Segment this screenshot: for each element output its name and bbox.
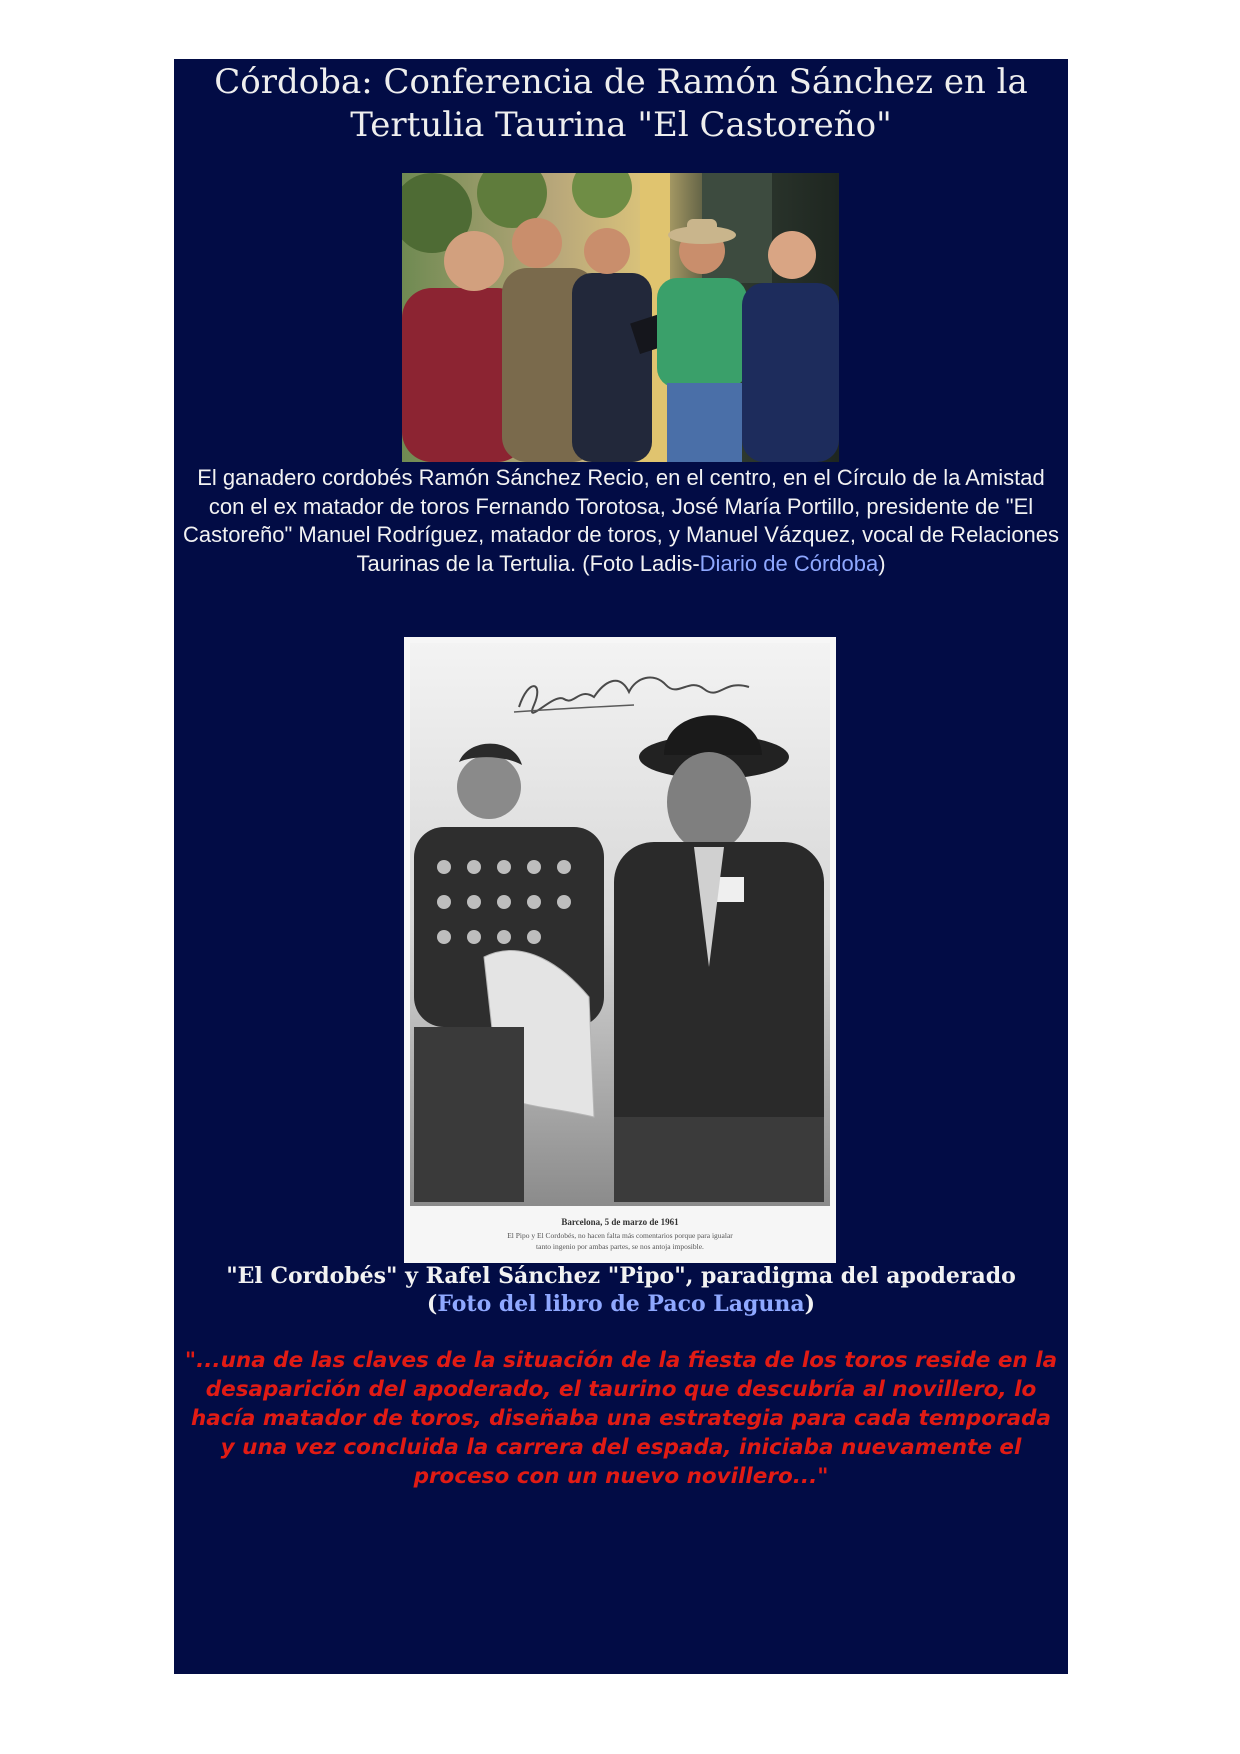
group-photo-image <box>402 173 839 462</box>
caption2-close: ) <box>804 1291 816 1317</box>
article-panel <box>174 59 1068 1674</box>
historic-photo <box>404 637 836 1263</box>
group-photo-caption <box>182 464 1060 578</box>
historic-photo-caption <box>182 1262 1060 1318</box>
diario-de-cordoba-link[interactable]: Diario de Córdoba <box>699 550 879 576</box>
caption2-title: "El Cordobés" y Rafel Sánchez "Pipo", paradigma del apoderado <box>226 1263 1016 1289</box>
caption2-open: ( <box>426 1291 438 1317</box>
caption-text: El ganadero cordobés Ramón Sánchez Recio, en el centro, en el Círculo de la Amistad con el ex matador de toros Fernando Torotosa, José María Portillo, presidente de "El Castoreño" Manuel Rodríguez, matador de toros, y Manuel Vázquez, vocal de Relaciones Taurinas de la Tertulia. (Foto Ladis- <box>182 465 1060 576</box>
paco-laguna-book-link[interactable]: Foto del libro de Paco Laguna <box>437 1291 805 1317</box>
photo-caption-title: Barcelona, 5 de marzo de 1961 <box>561 1217 679 1227</box>
page-title: Córdoba: Conferencia de Ramón Sánchez en la Tertulia Taurina "El Castoreño" <box>214 62 1028 145</box>
photo-caption-line2: tanto ingenio por ambas partes, se nos antoja imposible. <box>536 1242 704 1251</box>
pull-quote: "...una de las claves de la situación de la fiesta de los toros reside en la desaparición del apoderado, el taurino que descubría al novillero, lo hacía matador de toros, diseñaba una estrategia para cada temporada y una vez concluida la carrera del espada, iniciaba nuevamente el proceso con un nuevo novillero..." <box>184 1348 1058 1489</box>
photo-caption-line1: El Pipo y El Cordobés, no hacen falta más comentarios porque para igualar <box>507 1231 733 1240</box>
historic-photo-image <box>404 637 836 1263</box>
group-photo <box>402 173 839 462</box>
caption-close: ) <box>878 550 886 576</box>
